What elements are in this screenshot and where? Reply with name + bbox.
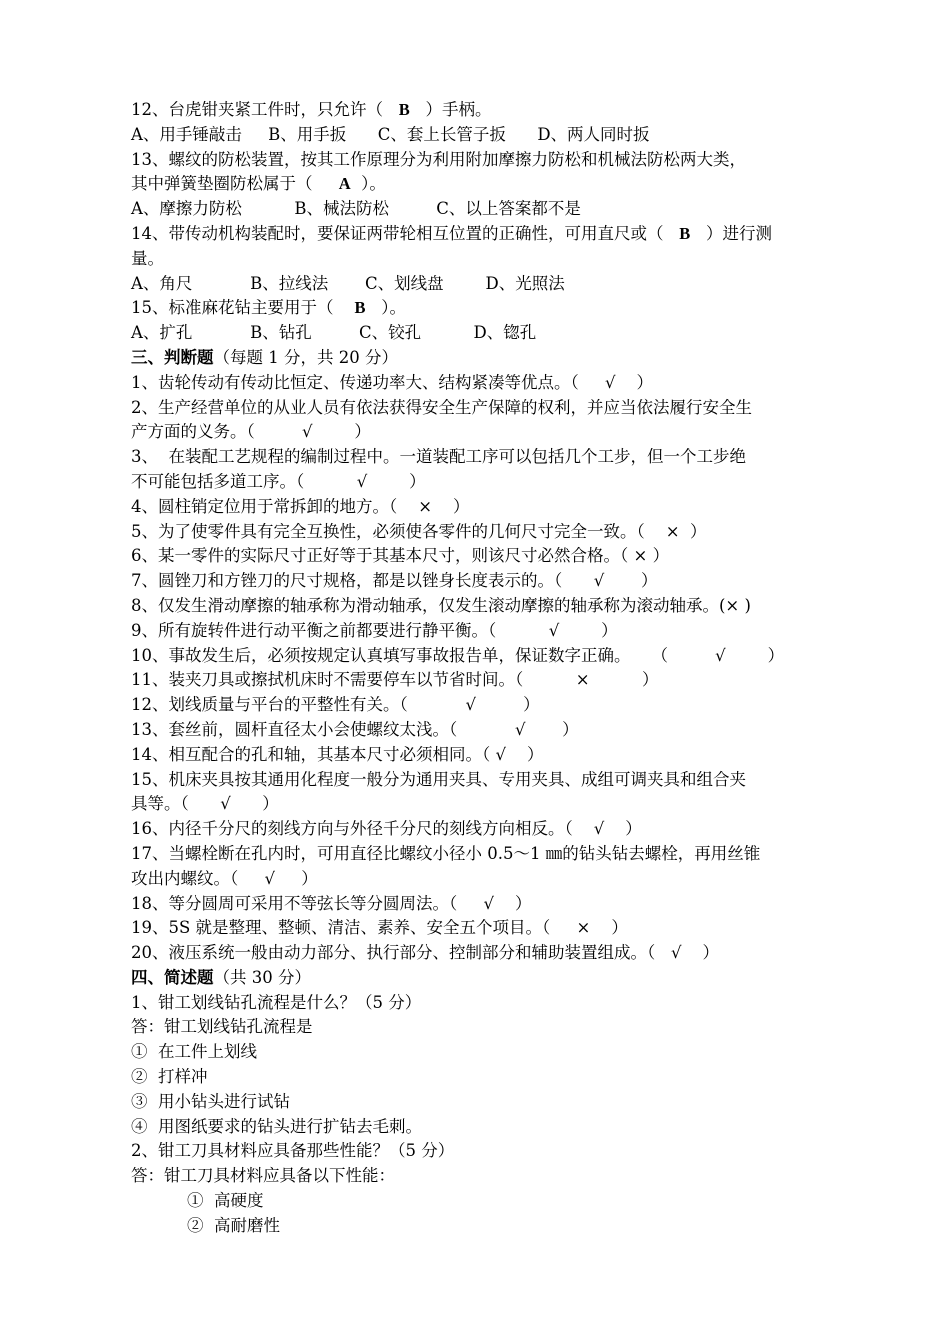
tf-item-11: 11、装夹刀具或擦拭机床时不需要停车以节省时间。（ × ） — [131, 670, 659, 690]
tf-item-13: 13、套丝前，圆杆直径太小会使螺纹太浅。（ √ ） — [131, 719, 579, 739]
tf-item-9: 9、所有旋转件进行动平衡之前都要进行静平衡。（ √ ） — [131, 620, 618, 640]
tf-item-16: 16、内径千分尺的刻线方向与外径千分尺的刻线方向相反。（ √ ） — [131, 819, 642, 839]
question-15: 15、标准麻花钻主要用于（ B ）。 — [131, 298, 406, 318]
tf-item-20: 20、液压系统一般由动力部分、执行部分、控制部分和辅助装置组成。（ √ ） — [131, 943, 719, 963]
tf-item-17-line1: 17、当螺栓断在孔内时，可用直径比螺纹小径小 0.5～1 ㎜的钻头钻去螺栓，再用丝锥 — [131, 843, 761, 863]
question-13-line2: 其中弹簧垫圈防松属于（ A ）。 — [131, 174, 386, 194]
question-13-options: A、摩擦力防松 B、械法防松 C、以上答案都不是 — [131, 199, 581, 219]
tf-item-3-line1: 3、 在装配工艺规程的编制过程中。一道装配工序可以包括几个工步，但一个工步绝 — [131, 447, 746, 467]
section-3-heading: 三、判断题（每题 1 分，共 20 分） — [131, 347, 398, 367]
sa-question-1: 1、钳工划线钻孔流程是什么？（5 分） — [131, 992, 422, 1012]
sa-answer-1-step-2: ② 打样冲 — [131, 1067, 208, 1087]
tf-item-3-line2: 不可能包括多道工序。（ √ ） — [131, 471, 426, 491]
section-4-heading: 四、简述题（共 30 分） — [131, 967, 311, 987]
question-12: 12、台虎钳夹紧工件时，只允许（ B ）手柄。 — [131, 100, 492, 119]
question-14-options: A、角尺 B、拉线法 C、划线盘 D、光照法 — [131, 273, 565, 293]
tf-item-15-line1: 15、机床夹具按其通用化程度一般分为通用夹具、专用夹具、成组可调夹具和组合夹 — [131, 769, 746, 789]
exam-page — [131, 98, 836, 1239]
tf-item-8: 8、仅发生滑动摩擦的轴承称为滑动轴承，仅发生滚动摩擦的轴承称为滚动轴承。(× ) — [131, 595, 751, 615]
tf-item-18: 18、等分圆周可采用不等弦长等分圆周法。（ √ ） — [131, 893, 532, 913]
question-14-line2: 量。 — [131, 248, 164, 268]
answer-14: B — [679, 223, 691, 243]
answer-15: B — [354, 298, 366, 318]
tf-item-2-line1: 2、生产经营单位的从业人员有依法获得安全生产保障的权利，并应当依法履行安全生 — [131, 397, 752, 417]
question-15-options: A、扩孔 B、钻孔 C、铰孔 D、锪孔 — [131, 323, 537, 343]
sa-answer-2-intro: 答：钳工刀具材料应具备以下性能： — [131, 1166, 395, 1186]
tf-item-14: 14、相互配合的孔和轴，其基本尺寸必须相同。（ √ ） — [131, 744, 544, 764]
tf-item-17-line2: 攻出内螺纹。（ √ ） — [131, 868, 318, 888]
sa-answer-1-step-4: ④ 用图纸要求的钻头进行扩钻去毛刺。 — [131, 1116, 422, 1136]
tf-item-19: 19、5S 就是整理、整顿、清洁、素养、安全五个项目。（ × ） — [131, 918, 628, 938]
sa-answer-1-intro: 答：钳工划线钻孔流程是 — [131, 1017, 313, 1037]
question-12-options: A、用手锤敲击 B、用手扳 C、套上长管子扳 D、两人同时扳 — [131, 124, 650, 144]
sa-answer-1-step-3: ③ 用小钻头进行试钻 — [131, 1091, 290, 1111]
tf-item-10: 10、事故发生后，必须按规定认真填写事故报告单，保证数字正确。 （ √ ） — [131, 645, 785, 665]
sa-question-2: 2、钳工刀具材料应具备那些性能？（5 分） — [131, 1141, 455, 1161]
sa-answer-1-step-1: ① 在工件上划线 — [131, 1042, 257, 1062]
answer-12: B — [398, 100, 410, 119]
tf-item-6: 6、某一零件的实际尺寸正好等于其基本尺寸，则该尺寸必然合格。（ × ） — [131, 546, 670, 566]
question-14-line1: 14、带传动机构装配时，要保证两带轮相互位置的正确性，可用直尺或（ B ）进行测 — [131, 223, 772, 243]
tf-item-15-line2: 具等。（ √ ） — [131, 794, 279, 814]
answer-13: A — [338, 174, 351, 194]
tf-item-2-line2: 产方面的义务。（ √ ） — [131, 422, 371, 442]
sa-answer-2-item-2: ② 高耐磨性 — [187, 1215, 280, 1235]
tf-item-4: 4、圆柱销定位用于常拆卸的地方。（ × ） — [131, 496, 470, 516]
tf-item-7: 7、圆锉刀和方锉刀的尺寸规格，都是以锉身长度表示的。（ √ ） — [131, 571, 658, 591]
tf-item-12: 12、划线质量与平台的平整性有关。（ √ ） — [131, 695, 540, 715]
tf-item-5: 5、为了使零件具有完全互换性，必须使各零件的几何尺寸完全一致。（ × ） — [131, 521, 707, 541]
sa-answer-2-item-1: ① 高硬度 — [187, 1191, 264, 1211]
tf-item-1: 1、齿轮传动有传动比恒定、传递功率大、结构紧凑等优点。（ √ ） — [131, 372, 653, 392]
question-13-line1: 13、螺纹的防松装置，按其工作原理分为利用附加摩擦力防松和机械法防松两大类， — [131, 149, 746, 169]
